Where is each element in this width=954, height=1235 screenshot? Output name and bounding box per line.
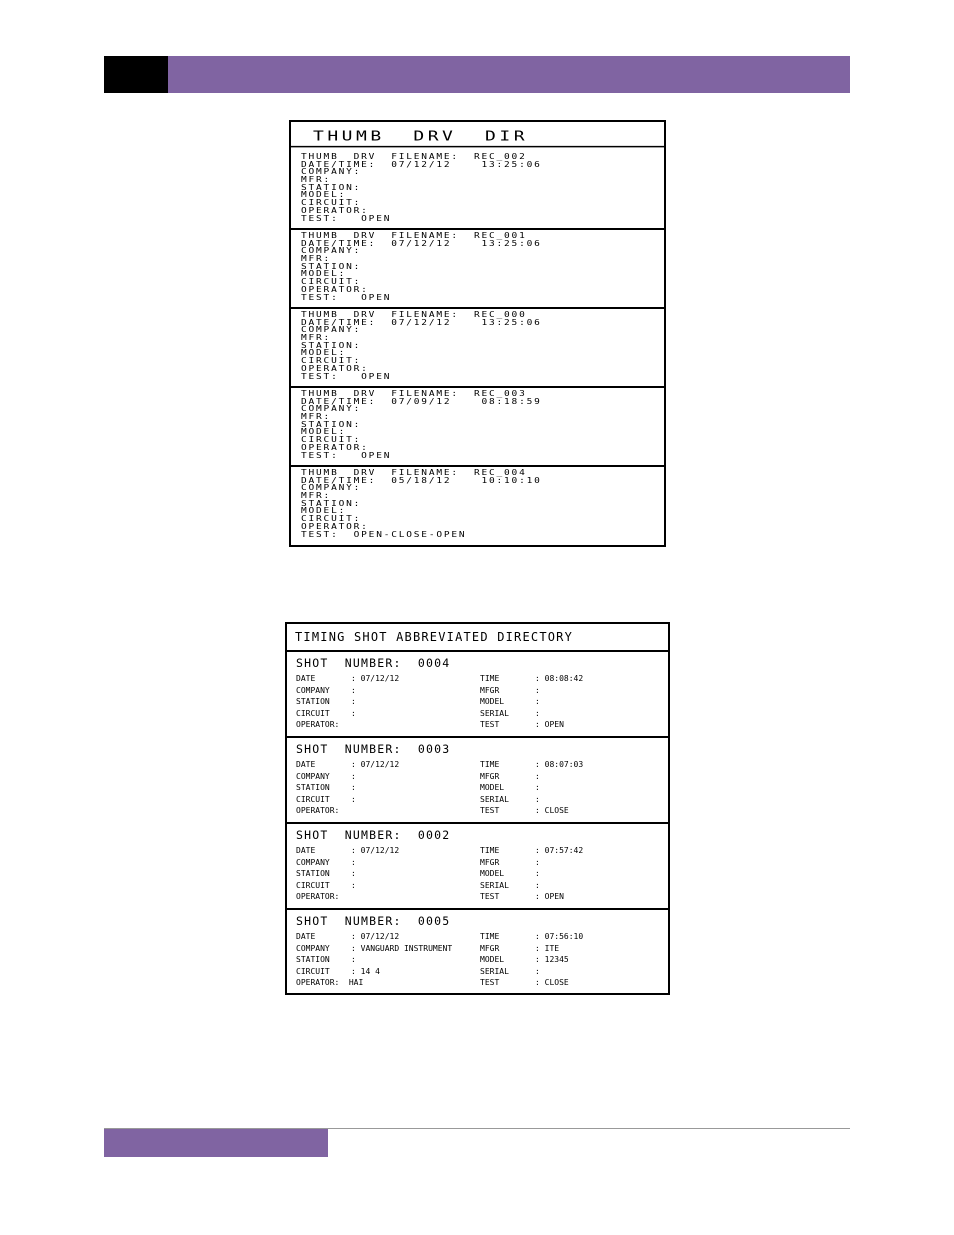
mfgr-label: MFGR xyxy=(480,771,500,781)
circuit-label: CIRCUIT xyxy=(296,966,330,976)
test-label: TEST xyxy=(480,720,500,730)
test-value: : OPEN xyxy=(535,892,564,902)
record-model: MODEL: xyxy=(301,269,347,279)
record-test: TEST: OPEN xyxy=(301,292,392,302)
operator-label: OPERATOR: xyxy=(296,978,340,988)
printout-title: TIMING SHOT ABBREVIATED DIRECTORY xyxy=(287,624,668,652)
model-value: : xyxy=(535,697,540,707)
printout-title: THUMB DRV DIR xyxy=(291,126,664,148)
circuit-value: : xyxy=(351,708,356,718)
record-station: STATION: xyxy=(301,183,362,192)
serial-label: SERIAL xyxy=(480,708,509,718)
model-value: : xyxy=(535,869,540,879)
mfgr-label: MFGR xyxy=(480,943,500,953)
station-value: : xyxy=(351,783,356,793)
record-line1: THUMB DRV FILENAME: REC_002 xyxy=(301,152,527,162)
record-model: MODEL: xyxy=(301,506,347,516)
record-model: MODEL: xyxy=(301,190,347,200)
shot-number: SHOT NUMBER: 0005 xyxy=(296,914,451,928)
record-line2: DATE/TIME: 05/18/12 10:10:10 xyxy=(301,476,542,485)
record-operator: OPERATOR: xyxy=(301,285,369,295)
model-label: MODEL xyxy=(480,783,505,793)
record-test: TEST: OPEN xyxy=(301,213,392,223)
station-value: : xyxy=(351,955,356,965)
time-label: TIME xyxy=(480,760,500,769)
record-company: COMPANY: xyxy=(301,246,362,256)
record-mfr: MFR: xyxy=(301,412,332,422)
company-value: : VANGUARD INSTRUMENT xyxy=(351,943,453,953)
record-circuit: CIRCUIT: xyxy=(301,198,362,208)
mfgr-value: : xyxy=(535,857,540,867)
date-value: : 07/12/12 xyxy=(351,846,400,855)
test-value: : CLOSE xyxy=(535,806,569,816)
record-line1: THUMB DRV FILENAME: REC_000 xyxy=(301,310,527,320)
shot-number: SHOT NUMBER: 0002 xyxy=(296,828,451,842)
record-operator: OPERATOR: xyxy=(301,206,369,216)
time-label: TIME xyxy=(480,674,500,683)
test-label: TEST xyxy=(480,978,500,988)
record-mfr: MFR: xyxy=(301,491,332,501)
record-line2: DATE/TIME: 07/12/12 13:25:06 xyxy=(301,160,542,169)
company-label: COMPANY xyxy=(296,771,330,781)
shot-record xyxy=(287,652,668,738)
record-test: TEST: OPEN-CLOSE-OPEN xyxy=(301,529,467,539)
record-line2: DATE/TIME: 07/12/12 13:25:06 xyxy=(301,239,542,248)
company-label: COMPANY xyxy=(296,857,330,867)
header-bar xyxy=(104,56,850,93)
operator-value: HAI xyxy=(344,978,364,988)
mfgr-value: : xyxy=(535,771,540,781)
shot-record xyxy=(287,910,668,995)
record-station: STATION: xyxy=(301,420,362,429)
test-label: TEST xyxy=(480,806,500,816)
station-label: STATION xyxy=(296,955,330,965)
record-test: TEST: OPEN xyxy=(301,371,392,381)
operator-label: OPERATOR: xyxy=(296,892,340,902)
directory-record xyxy=(291,467,664,546)
station-label: STATION xyxy=(296,697,330,707)
test-value: : OPEN xyxy=(535,720,564,730)
shot-record xyxy=(287,824,668,910)
date-label: DATE xyxy=(296,760,316,769)
circuit-label: CIRCUIT xyxy=(296,794,330,804)
date-value: : 07/12/12 xyxy=(351,674,400,683)
record-circuit: CIRCUIT: xyxy=(301,435,362,445)
record-company: COMPANY: xyxy=(301,325,362,335)
record-list xyxy=(291,151,664,546)
shot-number: SHOT NUMBER: 0004 xyxy=(296,656,451,670)
thumb-drive-directory-printout xyxy=(289,120,666,547)
station-value: : xyxy=(351,869,356,879)
time-label: TIME xyxy=(480,846,500,855)
date-value: : 07/12/12 xyxy=(351,932,400,941)
mfgr-label: MFGR xyxy=(480,685,500,695)
date-value: : 07/12/12 xyxy=(351,760,400,769)
test-value: : CLOSE xyxy=(535,978,569,988)
record-station: STATION: xyxy=(301,341,362,350)
model-label: MODEL xyxy=(480,955,505,965)
mfgr-value: : ITE xyxy=(535,943,560,953)
record-circuit: CIRCUIT: xyxy=(301,514,362,524)
record-circuit: CIRCUIT: xyxy=(301,356,362,366)
footer-bar xyxy=(104,1129,328,1157)
serial-label: SERIAL xyxy=(480,966,509,976)
record-operator: OPERATOR: xyxy=(301,443,369,453)
station-label: STATION xyxy=(296,869,330,879)
record-model: MODEL: xyxy=(301,348,347,358)
operator-label: OPERATOR: xyxy=(296,720,340,730)
circuit-value: : xyxy=(351,880,356,890)
serial-value: : xyxy=(535,794,540,804)
company-value: : xyxy=(351,771,356,781)
model-value: : 12345 xyxy=(535,955,569,965)
record-line1: THUMB DRV FILENAME: REC_001 xyxy=(301,231,527,241)
record-company: COMPANY: xyxy=(301,167,362,177)
timing-shot-directory-printout xyxy=(285,622,670,995)
record-test: TEST: OPEN xyxy=(301,450,392,460)
model-label: MODEL xyxy=(480,869,505,879)
record-station: STATION: xyxy=(301,262,362,271)
shot-number: SHOT NUMBER: 0003 xyxy=(296,742,451,756)
record-line1: THUMB DRV FILENAME: REC_003 xyxy=(301,389,527,399)
directory-record xyxy=(291,151,664,230)
operator-label: OPERATOR: xyxy=(296,806,340,816)
record-operator: OPERATOR: xyxy=(301,522,369,532)
test-label: TEST xyxy=(480,892,500,902)
serial-value: : xyxy=(535,880,540,890)
record-model: MODEL: xyxy=(301,427,347,437)
record-line2: DATE/TIME: 07/09/12 08:18:59 xyxy=(301,397,542,406)
directory-record xyxy=(291,230,664,309)
record-company: COMPANY: xyxy=(301,483,362,493)
time-value: : 08:07:03 xyxy=(535,760,584,769)
station-value: : xyxy=(351,697,356,707)
record-circuit: CIRCUIT: xyxy=(301,277,362,287)
company-value: : xyxy=(351,685,356,695)
date-label: DATE xyxy=(296,932,316,941)
date-label: DATE xyxy=(296,674,316,683)
mfgr-value: : xyxy=(535,685,540,695)
time-label: TIME xyxy=(480,932,500,941)
model-value: : xyxy=(535,783,540,793)
record-station: STATION: xyxy=(301,499,362,508)
serial-value: : xyxy=(535,966,540,976)
directory-record xyxy=(291,388,664,467)
company-label: COMPANY xyxy=(296,685,330,695)
station-label: STATION xyxy=(296,783,330,793)
shot-record xyxy=(287,738,668,824)
record-mfr: MFR: xyxy=(301,333,332,343)
company-value: : xyxy=(351,857,356,867)
circuit-label: CIRCUIT xyxy=(296,880,330,890)
record-company: COMPANY: xyxy=(301,404,362,414)
record-line2: DATE/TIME: 07/12/12 13:25:06 xyxy=(301,318,542,327)
circuit-label: CIRCUIT xyxy=(296,708,330,718)
model-label: MODEL xyxy=(480,697,505,707)
date-label: DATE xyxy=(296,846,316,855)
record-line1: THUMB DRV FILENAME: REC_004 xyxy=(301,468,527,478)
directory-record xyxy=(291,309,664,388)
serial-label: SERIAL xyxy=(480,794,509,804)
circuit-value: : xyxy=(351,794,356,804)
time-value: : 07:56:10 xyxy=(535,932,584,941)
record-mfr: MFR: xyxy=(301,254,332,264)
time-value: : 07:57:42 xyxy=(535,846,584,855)
header-page-number-block xyxy=(104,56,168,93)
record-list xyxy=(287,652,668,995)
circuit-value: : 14 4 xyxy=(351,966,380,976)
mfgr-label: MFGR xyxy=(480,857,500,867)
company-label: COMPANY xyxy=(296,943,330,953)
time-value: : 08:08:42 xyxy=(535,674,584,683)
serial-value: : xyxy=(535,708,540,718)
serial-label: SERIAL xyxy=(480,880,509,890)
record-mfr: MFR: xyxy=(301,175,332,185)
record-operator: OPERATOR: xyxy=(301,364,369,374)
